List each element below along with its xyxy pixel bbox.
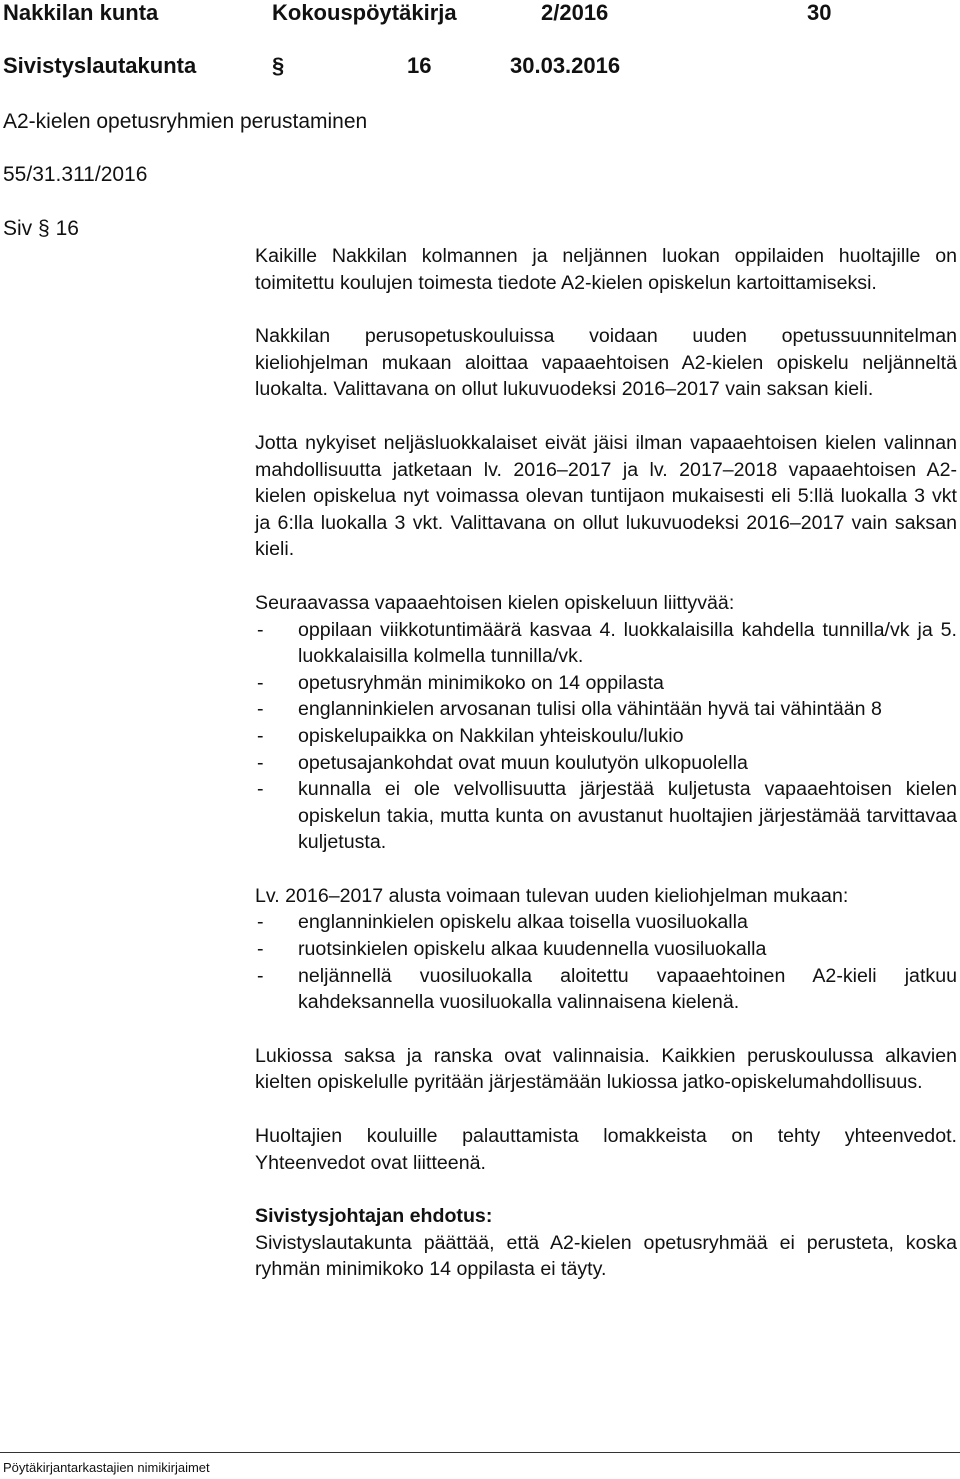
- issue-number: 2/2016: [541, 0, 609, 25]
- list-item: - englanninkielen opiskelu alkaa toisella vuosiluokalla: [255, 909, 957, 936]
- item-body: [255, 243, 957, 1283]
- footer-divider: [0, 1452, 960, 1453]
- item-reference: [3, 216, 79, 242]
- paragraph-2: Nakkilan perusopetuskouluissa voidaan uuden opetussuunnitelman kieliohjelman mukaan aloittaa vapaaehtoisen A2-kielen opiskelu neljänneltä luokalta. Valittavana on ollut lukuvuodeksi 2016–2017 vain saksan kieli.: [255, 325, 957, 401]
- record-number: 55/31.311/2016: [3, 163, 148, 186]
- list-item: - englanninkielen arvosanan tulisi olla vähintään hyvä tai vähintään 8: [255, 696, 957, 723]
- ref-number: 16: [55, 217, 79, 240]
- section-number: 16: [407, 53, 432, 78]
- org-name: Nakkilan kunta: [3, 0, 159, 25]
- page-number: 30: [807, 0, 832, 25]
- section-symbol: §: [272, 53, 285, 78]
- language-program-list: [255, 909, 957, 1015]
- proposal-heading: Sivistysjohtajan ehdotus:: [255, 1205, 493, 1228]
- paragraph-1: Kaikille Nakkilan kolmannen ja neljännen luokan oppilaiden huoltajille on toimitettu koulujen toimesta tiedote A2-kielen opiskelun kartoittamiseksi.: [255, 245, 957, 294]
- list-2-intro: Lv. 2016–2017 alusta voimaan tulevan uuden kieliohjelman mukaan:: [255, 884, 849, 907]
- list-item: - opetusryhmän minimikoko on 14 oppilasta: [255, 670, 957, 697]
- list-1-intro: Seuraavassa vapaaehtoisen kielen opiskeluun liittyvää:: [255, 591, 735, 614]
- list-item: - opiskelupaikka on Nakkilan yhteiskoulu/lukio: [255, 723, 957, 750]
- paragraph-6: Lukiossa saksa ja ranska ovat valinnaisia. Kaikkien peruskoulussa alkavien kielten opiskelulle pyritään järjestämään lukiossa jatko-opiskelumahdollisuus.: [255, 1044, 957, 1094]
- paragraph-7: Huoltajien kouluille palauttamista lomakkeista on tehty yhteenvedot. Yhteenvedot ovat liitteenä.: [255, 1125, 957, 1174]
- list-item: - oppilaan viikkotuntimäärä kasvaa 4. luokkalaisilla kahdella tunnilla/vk ja 5. luokkalaisilla kolmella tunnilla/vk.: [255, 617, 957, 670]
- list-item: - neljännellä vuosiluokalla aloitettu vapaaehtoinen A2-kieli jatkuu kahdeksannella vuosiluokalla valinnaisena kielenä.: [255, 963, 957, 1016]
- ref-symbol: §: [38, 217, 50, 240]
- proposal-text: Sivistyslautakunta päättää, että A2-kielen opetusryhmää ei perusteta, koska ryhmän minimikoko 14 oppilasta ei täyty.: [255, 1231, 957, 1281]
- item-title: A2-kielen opetusryhmien perustaminen: [3, 110, 368, 133]
- meeting-date: 30.03.2016: [510, 53, 621, 78]
- list-item: - opetusajankohdat ovat muun koulutyön ulkopuolella: [255, 750, 957, 777]
- footer-initials-label: Pöytäkirjantarkastajien nimikirjaimet: [3, 1460, 210, 1475]
- list-item: - kunnalla ei ole velvollisuutta järjestää kuljetusta vapaaehtoisen kielen opiskelun takia, mutta kunta on avustanut huoltajien järjestämää tarvittavaa kuljetusta.: [255, 776, 957, 856]
- document-type: Kokouspöytäkirja: [272, 0, 457, 25]
- ref-label: Siv: [3, 217, 33, 240]
- list-item: - ruotsinkielen opiskelu alkaa kuudennella vuosiluokalla: [255, 936, 957, 963]
- committee-name: Sivistyslautakunta: [3, 53, 197, 78]
- paragraph-3: Jotta nykyiset neljäsluokkalaiset eivät jäisi ilman vapaaehtoisen kielen valinnan mahdollisuutta jatketaan lv. 2016–2017 ja lv. 2017–2018 vapaaehtoisen A2-kielen opiskelua nyt voimassa olevan tuntijaon mukaisesti eli 5:llä luokalla 3 vkt ja 6:lla luokalla 3 vkt. Valittavana on ollut lukuvuodeksi 2016–2017 vain saksan kieli.: [255, 431, 957, 561]
- conditions-list: [255, 617, 957, 856]
